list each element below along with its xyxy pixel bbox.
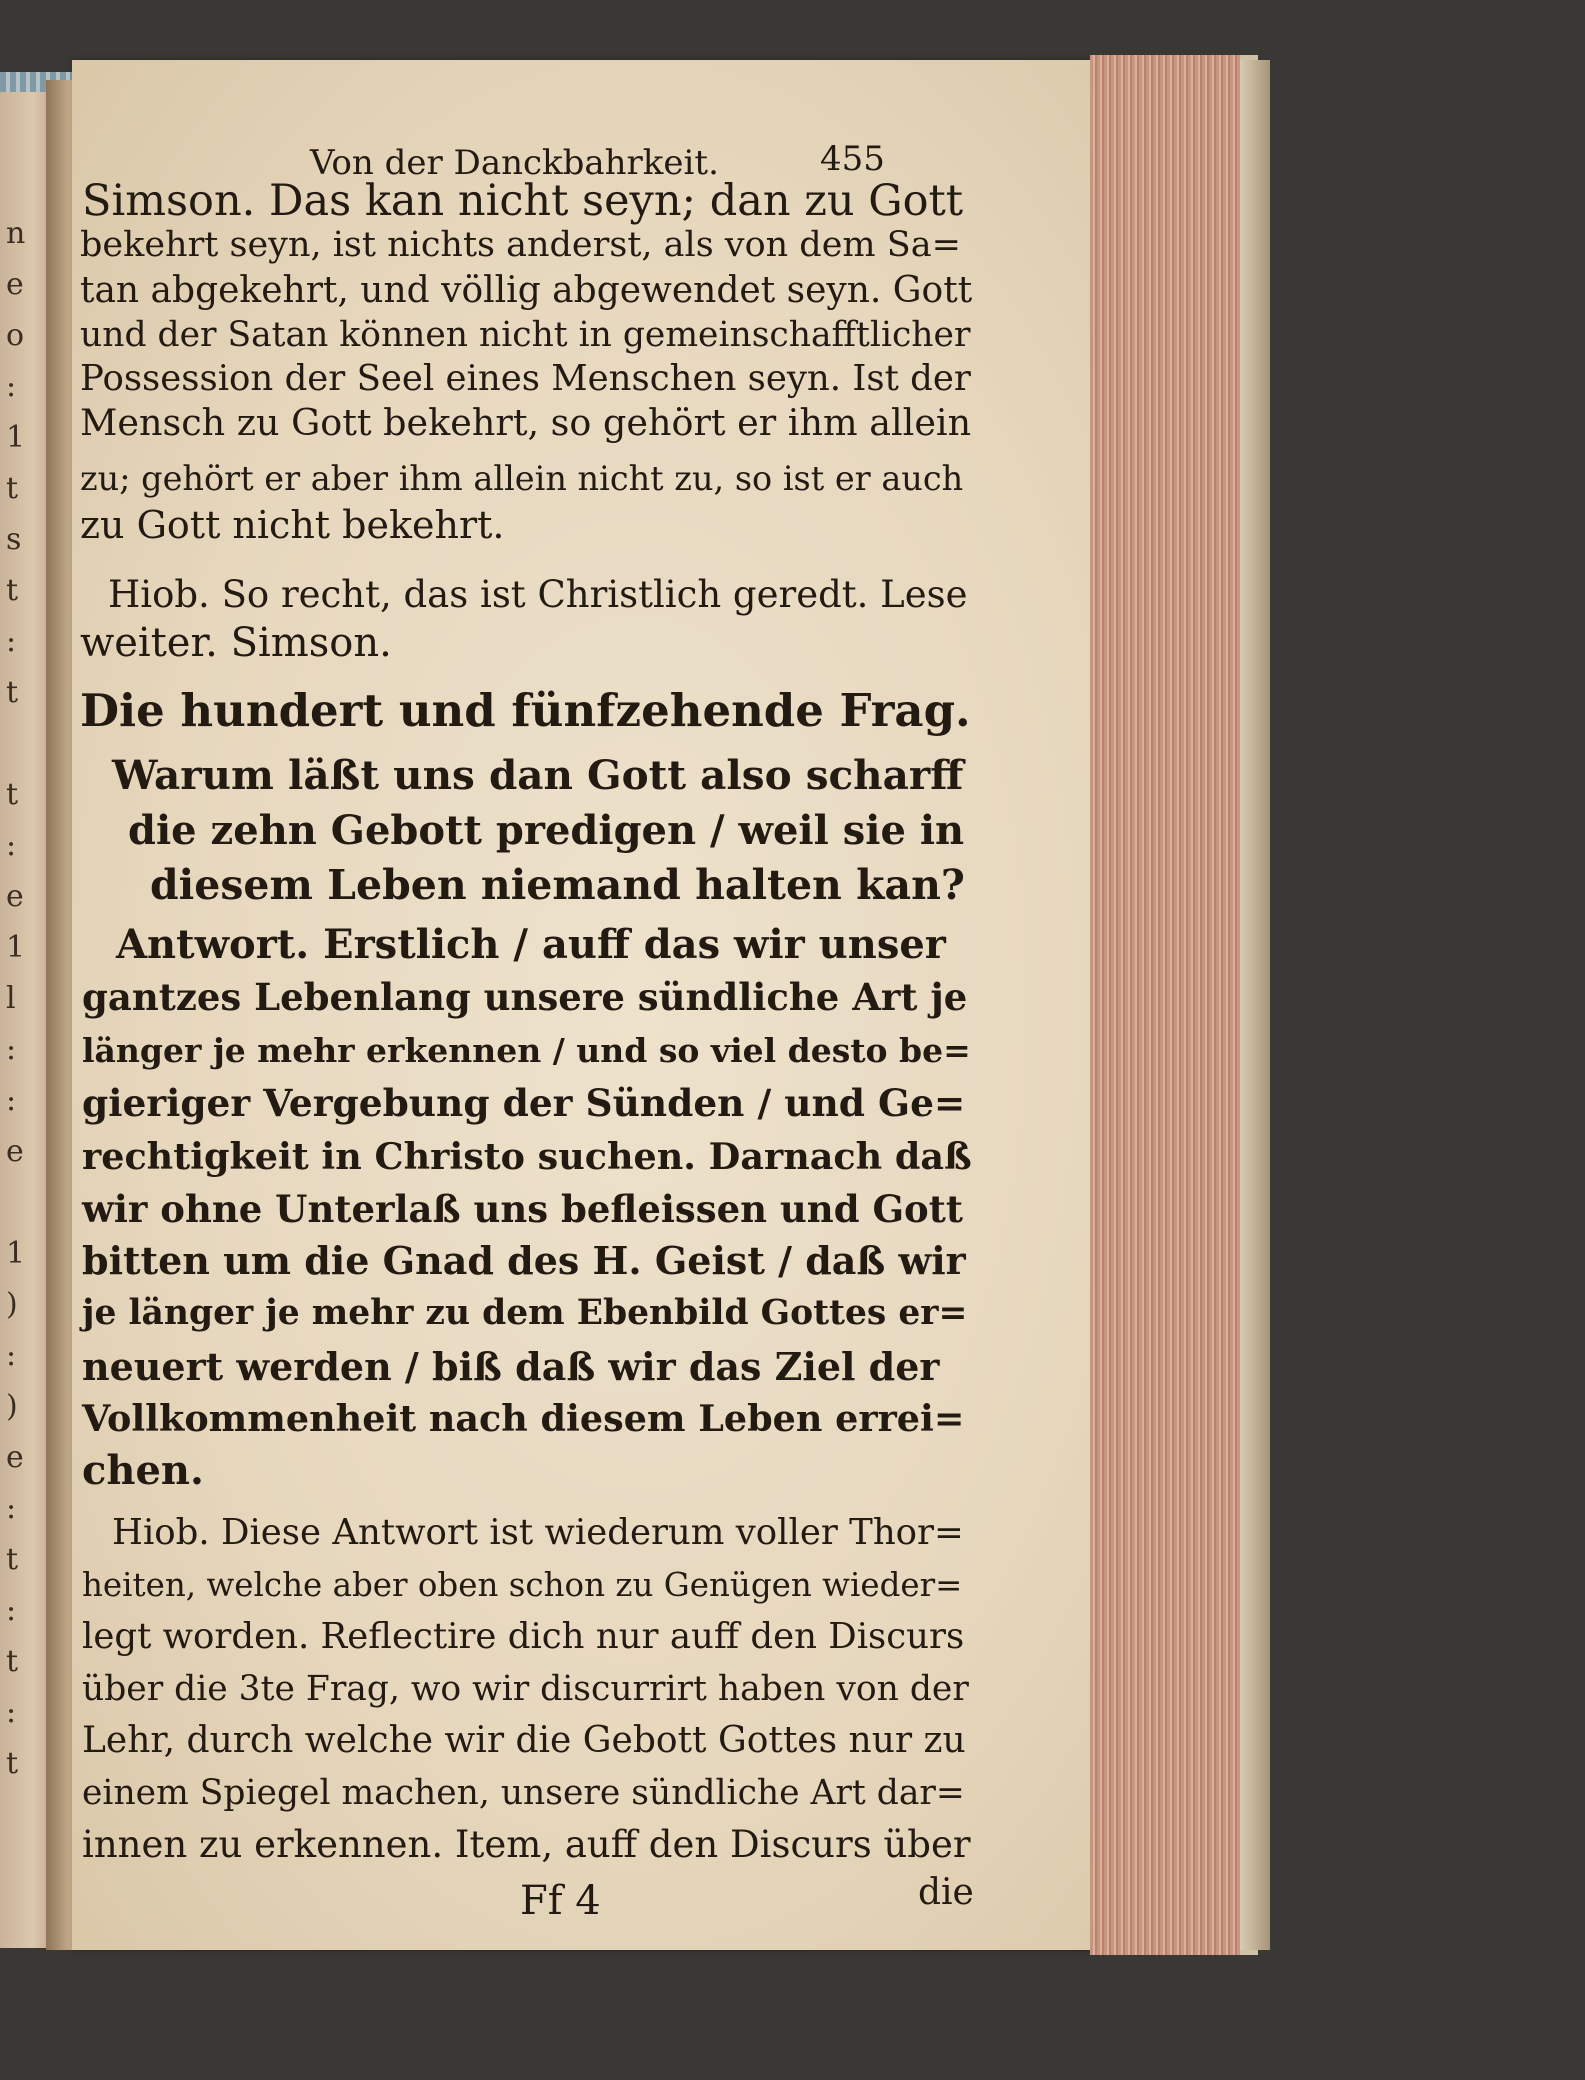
signature-mark: Ff 4 [520,1878,601,1924]
text-line: Lehr, durch welche wir die Gebott Gottes nur zu [82,1720,966,1761]
text-line: Hiob. So recht, das ist Christlich geredt. Lese [108,573,968,616]
question-line: Warum läßt uns dan Gott also scharff [112,751,964,799]
answer-line: rechtigkeit in Christo suchen. Darnach daß [82,1135,972,1178]
text-line: heiten, welche aber oben schon zu Genügen wieder= [82,1566,963,1604]
answer-line: je länger je mehr zu dem Ebenbild Gottes er= [82,1293,968,1333]
text-line: Hiob. Diese Antwort ist wiederum voller Thor= [112,1512,964,1553]
answer-line: chen. [82,1447,204,1494]
question-line: die zehn Gebott predigen / weil sie in [128,807,965,854]
answer-line: länger je mehr erkennen / und so viel desto be= [82,1031,971,1070]
answer-line: wir ohne Unterlaß uns befleissen und Gott [82,1187,963,1231]
text-line: Possession der Seel eines Menschen seyn. Ist der [80,358,971,399]
text-line: bekehrt seyn, ist nichts anderst, als von dem Sa= [80,225,961,265]
text-line: Simson. Das kan nicht seyn; dan zu Gott [82,176,964,226]
text-line: weiter. Simson. [80,620,392,666]
answer-line: Vollkommenheit nach diesem Leben errei= [82,1397,965,1440]
text-line: und der Satan können nicht in gemeinschafftlicher [80,315,971,355]
text-line: innen zu erkennen. Item, auff den Discurs über [82,1823,971,1866]
text-line: zu; gehört er aber ihm allein nicht zu, so ist er auch [80,459,964,498]
text-line: Mensch zu Gott bekehrt, so gehört er ihm allein [80,401,972,444]
left-page-margin-letters: n e o : 1 t s t : t t : e 1 l : : e 1 ) : ) e : t : t : t [6,216,26,1781]
answer-line: bitten um die Gnad des H. Geist / daß wir [82,1238,966,1283]
page-number: 455 [820,139,885,179]
answer-line: gieriger Vergebung der Sünden / und Ge= [82,1081,966,1125]
text-line: über die 3te Frag, wo wir discurrirt haben von der [82,1669,969,1709]
question-line: diesem Leben niemand halten kan? [150,861,965,909]
running-head-title: Von der Danckbahrkeit. [310,143,719,183]
question-heading: Die hundert und fünfzehende Frag. [80,684,971,737]
answer-line: Antwort. Erstlich / auff das wir unser [116,921,946,968]
answer-line: gantzes Lebenlang unsere sündliche Art je [82,975,968,1019]
answer-line: neuert werden / biß daß wir das Ziel der [82,1344,940,1389]
text-line: einem Spiegel machen, unsere sündliche Art dar= [82,1773,965,1813]
catchword: die [918,1872,974,1913]
text-line: legt worden. Reflectire dich nur auff den Discurs [82,1616,965,1657]
text-line: tan abgekehrt, und völlig abgewendet seyn. Gott [80,270,973,311]
text-line: zu Gott nicht bekehrt. [80,503,505,547]
